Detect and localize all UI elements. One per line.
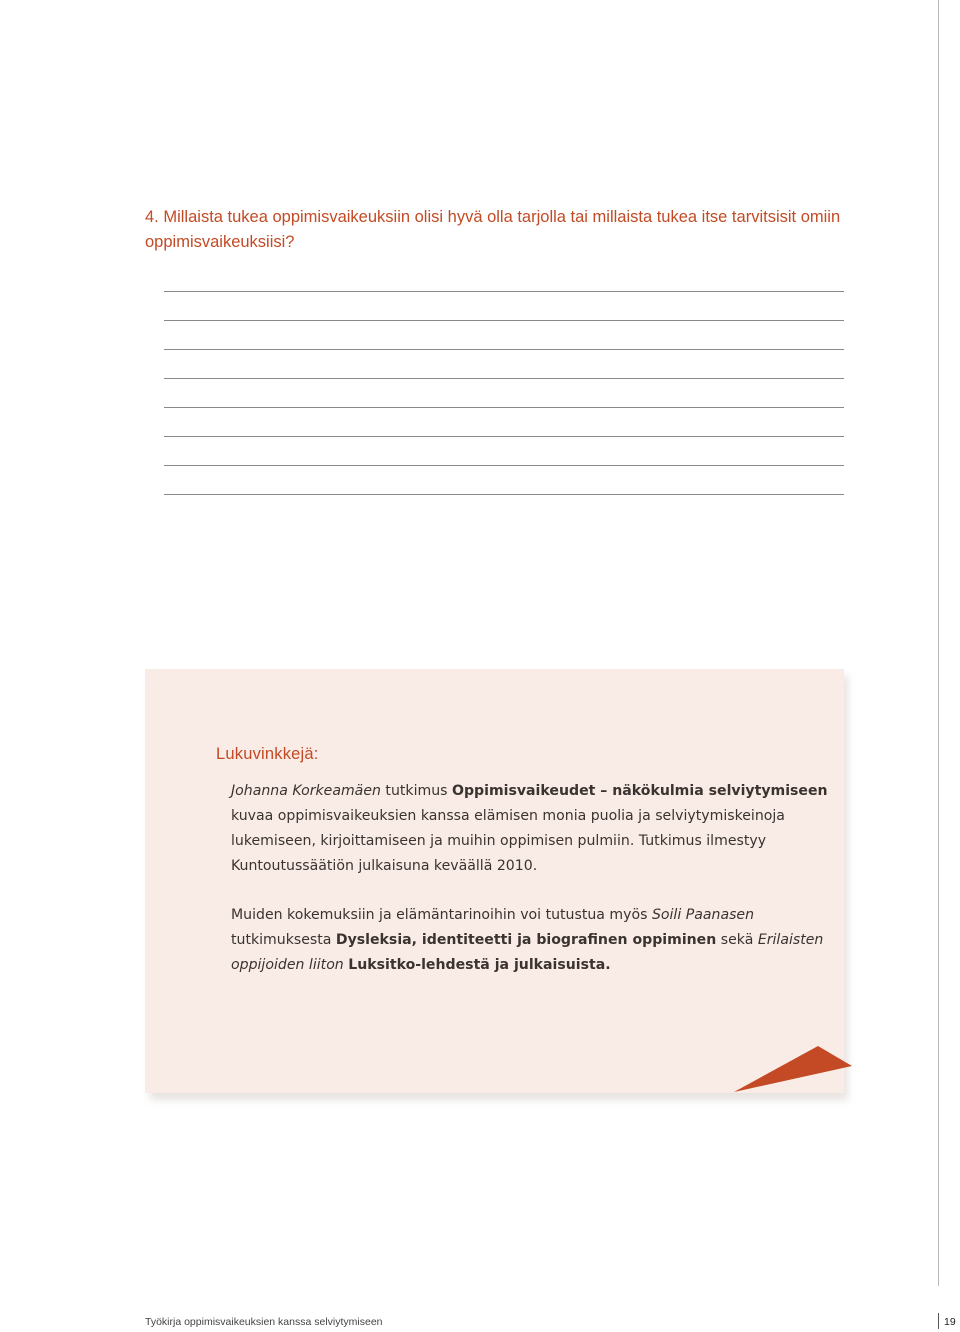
- work-title: Dysleksia, identiteetti ja biografinen oppiminen: [335, 932, 717, 948]
- footer-divider: [938, 1313, 939, 1329]
- answer-lines: [164, 291, 844, 523]
- text-run: Muiden kokemuksiin ja elämäntarinoihin voi tutustua myös: [231, 907, 652, 923]
- page-curl-corner: [734, 1046, 852, 1094]
- work-title: Oppimisvaikeudet – näkökulmia selviytymiseen: [451, 783, 828, 799]
- question-text: Millaista tukea oppimisvaikeuksiin olisi hyvä olla tarjolla tai millaista tukea itse tarvitsisit omiin oppimisvaikeuksiisi?: [145, 208, 841, 251]
- answer-line: [164, 465, 844, 466]
- publication-name: Luksitko-lehdestä ja julkaisuista.: [348, 957, 611, 973]
- page-edge-rule: [938, 0, 939, 1286]
- answer-line: [164, 349, 844, 350]
- answer-line: [164, 407, 844, 408]
- answer-line: [164, 494, 844, 495]
- question-number: 4.: [145, 208, 159, 226]
- answer-line: [164, 378, 844, 379]
- reading-tip-paragraph-2: [231, 903, 831, 978]
- reading-tips-title: Lukuvinkkejä:: [216, 745, 319, 763]
- answer-line: [164, 291, 844, 292]
- author-name: Soili Paanasen: [651, 907, 755, 923]
- question-heading: [145, 205, 845, 255]
- answer-line: [164, 436, 844, 437]
- footer-title: Työkirja oppimisvaikeuksien kanssa selviytymiseen: [145, 1316, 383, 1328]
- reading-tip-paragraph-1: [231, 779, 831, 879]
- page-number: 19: [944, 1316, 956, 1328]
- text-run: tutkimuksesta: [231, 932, 336, 948]
- reading-tips-note: [145, 669, 844, 1093]
- text-run: tutkimus: [380, 783, 452, 799]
- author-name: Johanna Korkeamäen: [231, 783, 381, 799]
- text-run: sekä: [716, 932, 758, 948]
- text-run: kuvaa oppimisvaikeuksien kanssa elämisen monia puolia ja selviytymiskeinoja lukemiseen, kirjoittamiseen ja muihin oppimisen pulmiin. Tutkimus ilmestyy Kuntoutussäätiön julkaisuna keväällä 2010.: [231, 808, 785, 874]
- organization-name: Erilaisten oppijoiden liiton: [231, 932, 824, 973]
- answer-line: [164, 320, 844, 321]
